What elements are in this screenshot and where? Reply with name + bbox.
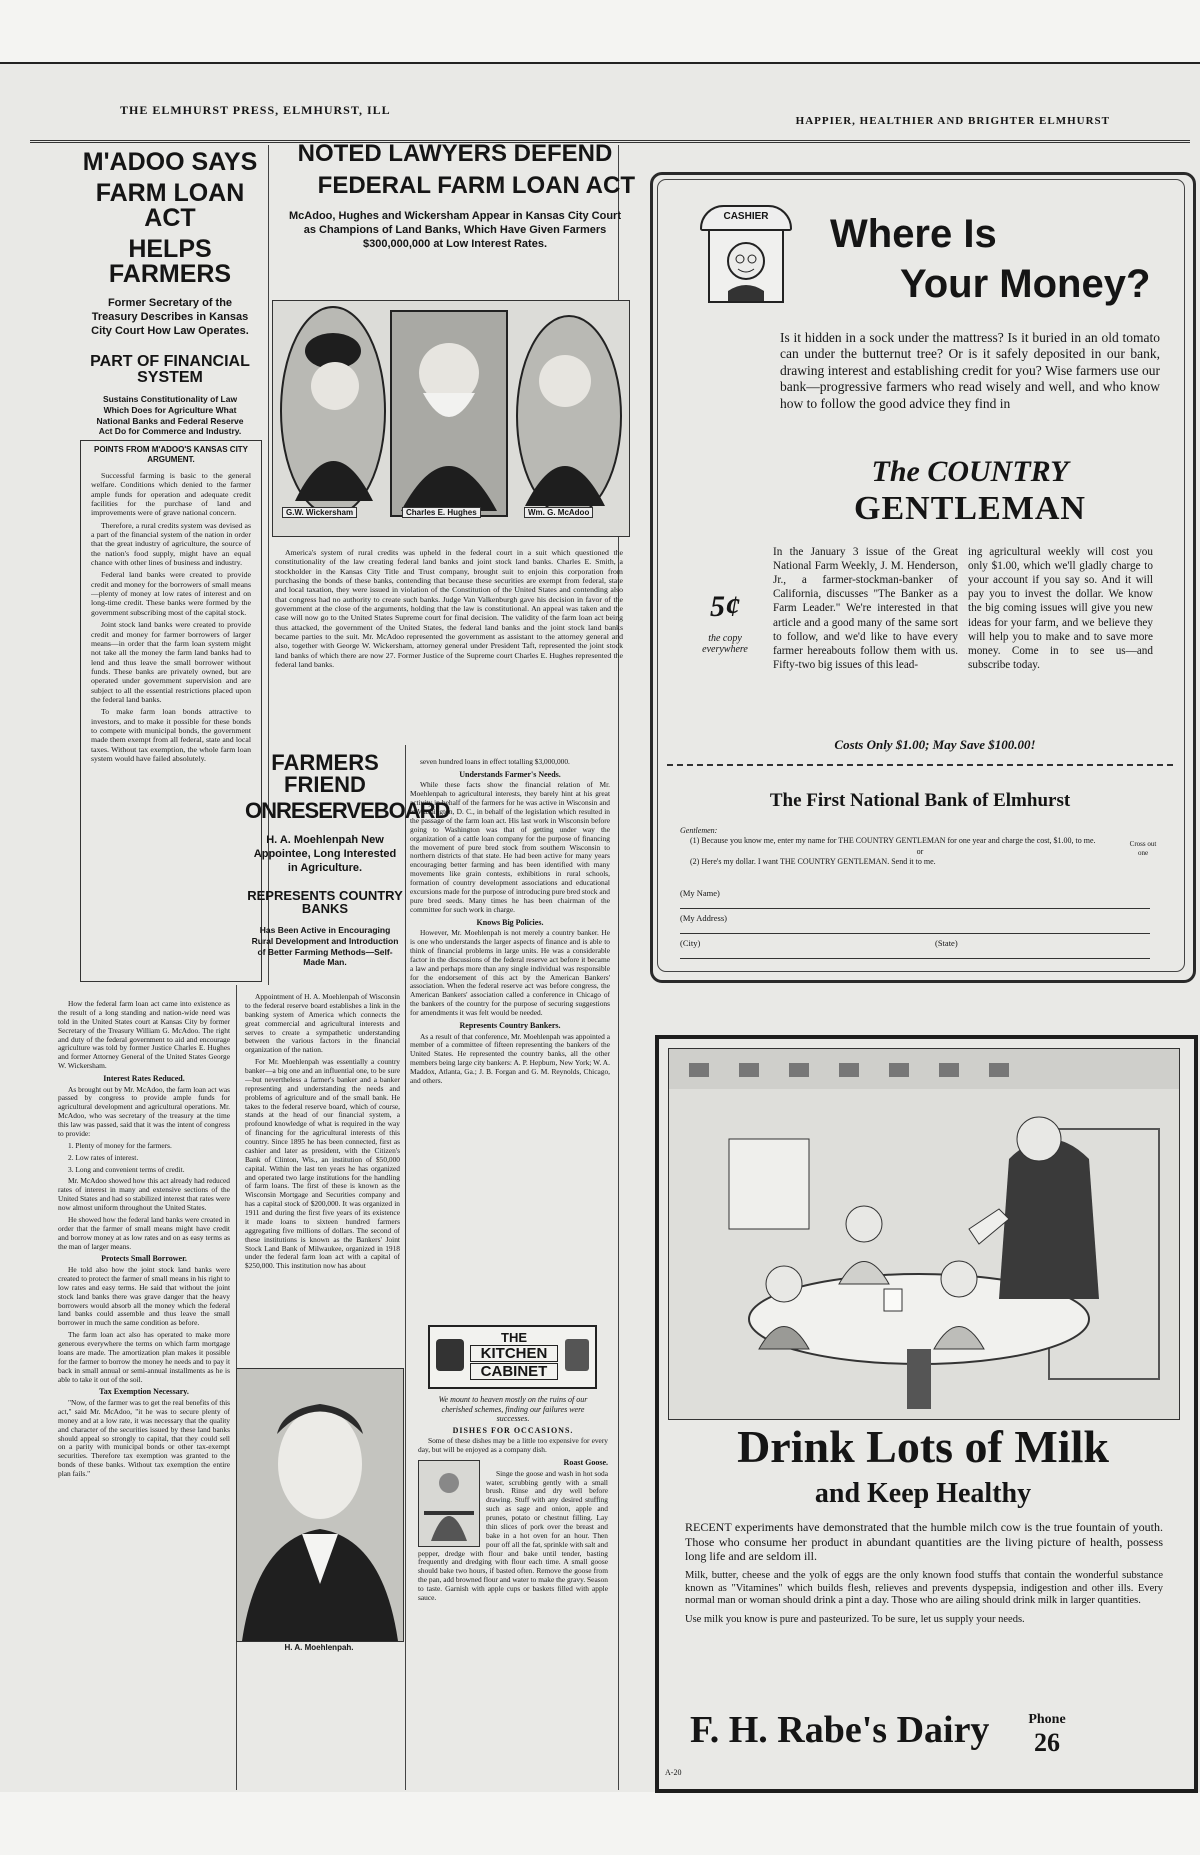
cashier-illustration	[700, 205, 790, 300]
kitchen-paragraph: Singe the goose and wash in hot soda water, scrubbing gently with a small brush. Rinse and dry well before drawing. Stuff with any desired stuffing such as sage and onion, apple and prunes, potato or chestnut filling. Lay thin slices of pork over the breast and bake in a hot oven for an hour. Then pour off all the fat, sprinkle with salt and pepper, dredge with flour and bake until tender, basting frequently and dredging with flour each time. A small goose should bake two hours, if basted often. Remove the goose from the pan, add browned flour and water to make the gravy. Season to taste. Garnish with apple cups or baskets filled with apple sauce.	[418, 1468, 608, 1602]
portrait-caption: Charles E. Hughes	[402, 507, 481, 518]
kitchen-verse: We mount to heaven mostly on the ruins of our cherished schemes, finding our failures were successes.	[438, 1395, 588, 1424]
body-subhead: Tax Exemption Necessary.	[99, 1387, 189, 1397]
article-moehlenpah	[245, 750, 450, 968]
kitchen-title-line: CABINET	[470, 1363, 558, 1380]
phone-number: 26	[1034, 1728, 1060, 1757]
city-field-label: (City)	[680, 938, 701, 948]
coupon-or: or	[916, 846, 924, 856]
kitchen-subhead: Roast Goose.	[563, 1458, 608, 1468]
body-paragraph: As a result of that conference, Mr. Moehlenpah was appointed a member of a committee of fifteen representing the bankers of the United States. He represented the country banks, all the other members being large city bankers: A. P. Hepburn, New York; W. A. Maddox, Atlanta, Ga.; J. B. Forgan and G. M. Reynolds, Chicago, and others.	[410, 1031, 610, 1085]
box-paragraph: Successful farming is basic to the general welfare. Conditions which denied to the farmer ample funds for operation and adequate credit facilities for the purchase of land and improvements were of grave national concern.	[91, 471, 251, 518]
milk-copy	[685, 1520, 1163, 1633]
kettle-icon	[565, 1339, 589, 1371]
headline-line: NOTED LAWYERS DEFEND	[297, 140, 613, 167]
portraits-svg	[273, 301, 629, 536]
article-subhead: REPRESENTS COUNTRY BANKS	[247, 888, 403, 917]
box-paragraph: Joint stock land banks were created to provide credit and money for farmer borrowers of larger means—in order that the farm loan system might not take all the money the farm land banks had to lend and thus leave the small borrower without funds. These banks are privately owned, but are operated under government supervision and are subject to all the essential restrictions placed upon the federal land banks.	[91, 620, 251, 704]
box-title: POINTS FROM M'ADOO'S KANSAS CITY ARGUMENT.	[93, 445, 249, 464]
coupon-option: (2) Here's my dollar. I want THE COUNTRY GENTLEMAN. Send it to me.	[690, 857, 936, 867]
body-paragraph: As brought out by Mr. McAdoo, the farm loan act was passed by congress to provide ample funds for agricultural development and agricultural operations. Mr. McAdoo, who was secretary of the treasury at the time this law was passed, said that it was the intent of congress to provide:	[58, 1084, 230, 1138]
body-subhead: Represents Country Bankers.	[459, 1020, 561, 1030]
body-paragraph: He showed how the federal land banks were created in order that the farmer of small means might have credit and borrow money at as low rates and on as easy terms as the man of larger means.	[58, 1214, 230, 1251]
price: 5¢	[710, 590, 740, 623]
milk-headline: Drink Lots of Milk	[737, 1421, 1109, 1472]
body-paragraph: However, Mr. Moehlenpah is not merely a country banker. He is one who understands the larger aspects of finance and is able to think of financial problems in large units. He was a considerable factor in the discussions of the federal reserve act before it became a law and perhaps more than any single individual was responsible for the endorsement of this act by the American Bankers' association. When the federal reserve act was before congress, the American Bankers' association called a conference in Chicago of the bankers of the country for the purpose of securing suggestions for amendments it was felt would be needed.	[410, 928, 610, 1018]
kitchen-section: DISHES FOR OCCASIONS.	[452, 1425, 574, 1435]
name-field-label: (My Name)	[680, 888, 720, 898]
box-paragraph: To make farm loan bonds attractive to investors, and to make it possible for these bonds to compete with municipal bonds, the government made them exempt from all federal, state and local taxes. Without tax exemption, the whole farm loan system would have failed absolutely.	[91, 707, 251, 763]
ad-headline: Where Is	[830, 212, 997, 256]
body-subhead: Protects Small Borrower.	[101, 1254, 187, 1264]
body-subhead: Understands Farmer's Needs.	[459, 769, 561, 779]
phone-label: Phone	[1028, 1712, 1066, 1727]
article-deck: Former Secretary of the Treasury Describes in Kansas City Court How Law Operates.	[91, 297, 249, 337]
kitchen-title-line: THE	[501, 1330, 527, 1345]
column-rule	[405, 745, 406, 1790]
headline-line: FEDERAL FARM LOAN ACT	[317, 172, 635, 199]
name-field[interactable]	[680, 888, 1150, 909]
cook-illustration	[418, 1460, 480, 1547]
body-paragraph: America's system of rural credits was upheld in the federal court in a suit which questioned the constitutionality of the law creating federal land banks and joint stock land banks. Charles E. Smith, a stockholder in the Kansas City Title and Trust company, brought suit to enjoin this corporation from purchasing the bonds of these banks, contending that because these securities are exempt from federal, state and local taxation, they were issued in violation of the Constitution of the United States and contending also that congress had no authority to create such banks. Judge Van Valkenburgh gave his decision in favor of the government at the close of the arguments, holding that the law is constitutional. An appeal was taken and the case will now go to the United States Supreme court for final decision. The validity of the farm loan act being thus attacked, the government of the United States, the federal land banks and the joint stock land banks became parties to the suit. Mr. McAdoo represented the government as assistant to the attorney general and also, together with George W. Wickersham, attorney general under President Taft, represented the joint stock land banks of which there are now 27. Former Justice of the Supreme court Charles E. Hughes represented the federal land banks.	[275, 548, 623, 670]
headline-line: FARMERS FRIEND	[271, 750, 379, 797]
kitchen-title-line: KITCHEN	[470, 1345, 558, 1362]
kitchen-paragraph: Some of these dishes may be a little too expensive for every day, but will be enjoyed as a company dish.	[418, 1436, 608, 1455]
kitchen-cabinet-masthead	[428, 1325, 597, 1389]
milk-subhead: and Keep Healthy	[814, 1478, 1032, 1509]
ad-column: ing agricultural weekly will cost you only $1.00, which we'll gladly charge to your account if you say so. And it will pay you to invest the dollar. We know the big coming issues will give you new ideas for your farm, and we believe they will help you to make and to save more money. Come in to see us—and subscribe today.	[968, 546, 1153, 671]
milk-illustration	[668, 1048, 1180, 1420]
headline-line: HELPS FARMERS	[108, 235, 232, 288]
ad-headline: Your Money?	[900, 262, 1151, 306]
kitchen-text	[418, 1393, 608, 1783]
headline-line: M'ADOO SAYS	[82, 148, 258, 176]
photo-caption: H. A. Moehlenpah.	[284, 1643, 354, 1652]
cg-masthead-line: GENTLEMAN	[854, 490, 1086, 527]
body-subhead: Knows Big Policies.	[476, 917, 544, 927]
ad-intro: Is it hidden in a sock under the mattress? Is it buried in an old tomato can under the butternut tree? Or is it safely deposited in our bank, drawing interest and establishing credit for you? Wise farmers use our bank—progressive farmers who read wisely and well, and who know how to follow the good advice they find in	[780, 330, 1160, 411]
paper-slogan: HAPPIER, HEALTHIER AND BRIGHTER ELMHURST	[795, 115, 1110, 127]
teller-window	[708, 229, 784, 303]
portrait-captions	[272, 507, 628, 521]
body-paragraph: He told also how the joint stock land banks were created to protect the farmer of small means in his right to low rates and easy terms. He said that without the joint stock land banks there was grave danger that the heavy borrowers would absorb all the money which the federal land banks could assemble and thus leave the small borrower in much the same condition as before.	[58, 1265, 230, 1328]
body-paragraph: How the federal farm loan act came into existence as the result of a long standing and nation-wide need was told in the United States court at Kansas City by former Secretary of the Treasury William G. McAdoo. The right and duty of the federal government to aid and encourage agriculture was told by former Justice Charles E. Hughes and former Attorney General of the United States George W. Wickersham.	[58, 1000, 230, 1071]
body-paragraph: 3. Long and convenient terms of credit.	[68, 1164, 185, 1174]
subscription-coupon	[680, 826, 1160, 868]
pot-icon	[436, 1339, 464, 1371]
article-body	[245, 993, 400, 1363]
article-body	[275, 548, 623, 738]
milk-paragraph: RECENT experiments have demonstrated that the humble milch cow is the true fountain of youth. Those who consume her product in abundant quantities are the living picture of health, possess long life and are seldom ill.	[685, 1520, 1163, 1564]
cashier-badge: CASHIER	[700, 205, 792, 231]
article-mcadoo	[75, 150, 265, 437]
cg-masthead-line: The COUNTRY	[871, 455, 1069, 488]
body-paragraph: seven hundred loans in effect totalling $3,000,000.	[420, 758, 570, 766]
box-text	[91, 471, 251, 766]
box-paragraph: Therefore, a rural credits system was devised as a part of the financial system of the nation in order that the great industry of agriculture, the source of the nation's food supply, might have an equal chance with other lines of business and industry.	[91, 520, 251, 568]
state-field-label: (State)	[935, 938, 958, 948]
body-paragraph: While these facts show the financial relation of Mr. Moehlenpah to agricultural interests, they barely hint at his great activity in behalf of the farmers for he was active in Wisconsin and at Washington, D. C., in behalf of the legislation which resulted in the passage of the farm loan act. His last work in Wisconsin before going to Washington was that of getting under way the organization of a cattle loan company for the purpose of financing the movement of pure bred stock from southern Wisconsin to northern districts of that state. He had been active for many years encouraging better farming and has been identified with many movements like grain contests, exhibitions in rural schools, formation of country development associations and educational excursions made for the purpose of introducing pure bred stock and pure bred seeds. Many times he has been chairman of the committee for such work in charge.	[410, 780, 610, 914]
article-body	[410, 758, 610, 1318]
page-header	[120, 95, 1110, 127]
article-deck: McAdoo, Hughes and Wickersham Appear in Kansas City Court as Champions of Land Banks, Which Have Given Farmers $300,000,000 at Low Interest Rates.	[289, 210, 621, 250]
ad-tagline: Costs Only $1.00; May Save $100.00!	[834, 737, 1036, 752]
body-paragraph: The farm loan act also has operated to make more generous everywhere the terms on which farm mortgage loans are made. The amortization plan makes it possible for the farmer to borrow the money he needs and to pay it back in small annual or semi-annual installments as he is able to take it out of the soil.	[58, 1330, 230, 1384]
city-state-field[interactable]	[680, 938, 1150, 959]
cross-out-note: Cross out one	[1129, 840, 1157, 858]
headline-line: ONRESERVEBOARD	[245, 798, 450, 823]
dairy-name: F. H. Rabe's Dairy	[690, 1709, 990, 1751]
article-body	[58, 1000, 230, 1775]
price-note: the copy everywhere	[702, 633, 748, 655]
coupon-salutation: Gentlemen:	[680, 826, 718, 835]
cg-masthead	[820, 455, 1120, 489]
kitchen-title	[470, 1331, 558, 1380]
body-paragraph: Mr. McAdoo showed how this act already had reduced rates of interest in many and extensive sections of the United States and had so stabilized interest that rates were now almost uniform throughout the United States.	[58, 1176, 230, 1213]
coupon-cut-line	[667, 764, 1173, 766]
headline-line: FARM LOAN ACT	[95, 179, 245, 232]
body-subhead: Interest Rates Reduced.	[103, 1074, 185, 1083]
address-field[interactable]	[680, 913, 1150, 934]
ad-column: In the January 3 issue of the Great National Farm Weekly, J. M. Henderson, Jr., a farmer-stockman-banker of California, discusses "The Banker as a Farm Leader." We're interested in that article and a good many of the same sort to follow, and we'd like to have every farmer hereabouts follow them with us. Fifty-two big issues of this lead-	[773, 546, 958, 671]
coupon-option: (1) Because you know me, enter my name for THE COUNTRY GENTLEMAN for one year and charge the cost, $1.00, to me.	[690, 836, 1096, 846]
moehlenpah-photo	[236, 1368, 404, 1642]
paper-name: THE ELMHURST PRESS, ELMHURST, ILL	[120, 103, 391, 117]
portraits-illustration	[272, 300, 630, 537]
article-subdeck: Sustains Constitutionality of Law Which Does for Agriculture What National Banks and Federal Reserve Act Do for Commerce and Industry.	[96, 394, 244, 437]
milk-paragraph: Use milk you know is pure and pasteurized. To be sure, let us supply your needs.	[685, 1614, 1025, 1626]
portrait-caption: Wm. G. McAdoo	[524, 507, 593, 518]
article-subhead: PART OF FINANCIAL SYSTEM	[90, 353, 250, 387]
family-table-svg	[669, 1049, 1179, 1419]
ad-code: A-20	[665, 1768, 682, 1777]
portrait-caption: G.W. Wickersham	[282, 507, 357, 518]
portrait-svg	[237, 1369, 403, 1641]
address-field-label: (My Address)	[680, 913, 727, 923]
article-lawyers	[275, 142, 635, 251]
coupon-fields	[680, 888, 1150, 959]
article-body	[236, 1660, 402, 1785]
cashier-face-icon	[710, 231, 782, 301]
milk-paragraph: Milk, butter, cheese and the yolk of eggs are the only known food stuffs that contain the wonderful substance known as "Vitamines" which builds flesh, relieves and prevents dyspepsia, indigestion and other ills. Every normal man or woman should drink a pint a day. Those who are ailing should drink milk in larger quantities.	[685, 1569, 1163, 1607]
bank-name: The First National Bank of Elmhurst	[769, 790, 1071, 811]
body-paragraph: For Mr. Moehlenpah was essentially a country banker—a big one and an influential one, to be sure—but nevertheless a farmer's banker and a banker representing and understanding the needs and problems of agriculture and of the small bank. He takes to the federal reserve board, which of course, stands at the head of our financial system, a profound knowledge of what is required in the way of financing for the agricultural interests of this country. Since 1895 he has been connected, first as cashier and later as president, with the Citizen's Bank of Clinton, Wis., an institution of $50,000 capital. Within the last ten years he has organized and operated two large institutions for the handling of farm loans. The first of these is known as the Wisconsin Mortgage and Securities company and has a capital stock of $200,000. It was organized in 1911 and during the first five years of its existence it made loans to sixteen hundred farmers aggregating five millions of dollars. The second of these institutions is known as the Bankers' Joint Stock Land Bank of Milwaukee, organized in 1918 under the federal farm loan act with a capital of $250,000. This institution now has about	[245, 1057, 400, 1271]
box-paragraph: Federal land banks were created to provide credit and money for the borrowers of small means —plenty of money at low rates of interest and on long-time credit. These banks were formed by the government subscribing most of the capital stock.	[91, 570, 251, 617]
body-paragraph: 2. Low rates of interest.	[68, 1152, 139, 1162]
body-paragraph: Appointment of H. A. Moehlenpah of Wisconsin to the federal reserve board establishes a link in the banking system of America which connects the great commercial and agricultural interests and serves to create a sympathetic understanding between the various factors in the financial organization of the nation.	[245, 993, 400, 1055]
points-box	[80, 440, 262, 982]
body-paragraph: "Now, of the farmer was to get the real benefits of this act," said Mr. McAdoo, "it he was to secure plenty of money and at a low rate, it was necessary that the quality and character of the securities issued by these land banks should appeal so strongly to capital, that they could sell on a parity with municipal bonds or other tax-exempt securities. Therefore tax exemption was granted to the bonds of these banks. Without tax exemption the entire plan fails."	[58, 1398, 230, 1479]
article-subdeck: Has Been Active in Encouraging Rural Development and Introduction of Better Farming Methods—Self-Made Man.	[251, 925, 399, 968]
article-deck: H. A. Moehlenpah New Appointee, Long Interested in Agriculture.	[253, 834, 397, 874]
body-paragraph: 1. Plenty of money for the farmers.	[68, 1140, 172, 1150]
